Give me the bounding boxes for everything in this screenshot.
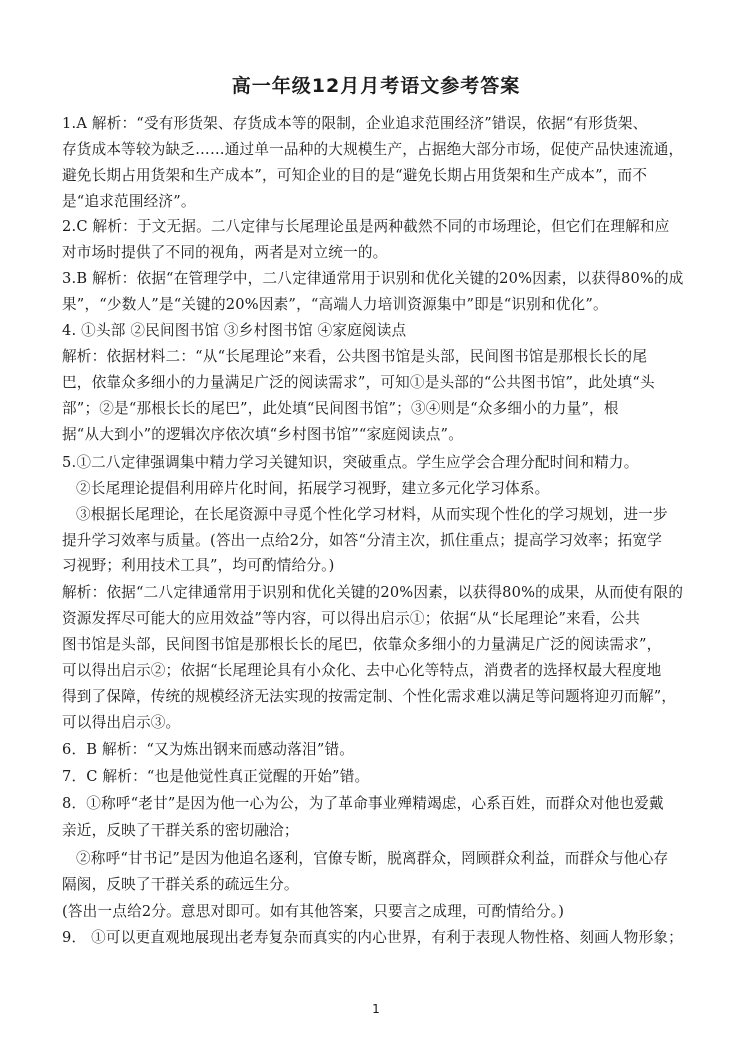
text-line: 亲近，反映了干群关系的密切融洽； [62, 822, 299, 839]
page-number: 1 [372, 1002, 380, 1016]
page-title: 高一年级12月月考语文参考答案 [231, 75, 521, 97]
text-line: 避免长期占用货架和生产成本”，可知企业的目的是“避免长期占用货架和生产成本”，而不 [62, 167, 648, 184]
text-line: 对市场时提供了不同的视角，两者是对立统一的。 [62, 244, 388, 261]
text-line: 图书馆是头部，民间图书馆是那根长长的尾巴，依靠众多细小的力量满足广泛的阅读需求”， [62, 636, 662, 653]
text-line: 3.B 解析：依据“在管理学中，二八定律通常用于识别和优化关键的20%因素，以获得80%的成 [62, 270, 684, 287]
text-line: 解析：依据材料二：“从“长尾理论”来看，公共图书馆是头部，民间图书馆是那根长长的尾 [62, 348, 648, 365]
text-line: 巴，依靠众多细小的力量满足广泛的阅读需求”，可知①是头部的“公共图书馆”，此处填“头 [62, 374, 655, 391]
text-line: 部”；②是“那根长长的尾巴”，此处填“民间图书馆”；③④则是“众多细小的力量”，根 [62, 400, 619, 417]
text-line: 解析：依据“二八定律通常用于识别和优化关键的20%因素，以获得80%的成果，从而使有限的 [62, 584, 684, 601]
text-line: ③根据长尾理论，在长尾资源中寻觅个性化学习材料，从而实现个性化的学习规划，进一步 [76, 506, 668, 523]
text-line: ②长尾理论提倡利用碎片化时间，拓展学习视野，建立多元化学习体系。 [76, 480, 550, 497]
text-line: 2.C 解析：于文无据。二八定律与长尾理论虽是两种截然不同的市场理论，但它们在理解和应 [62, 218, 670, 235]
text-line: 存货成本等较为缺乏……通过单一品种的大规模生产，占据绝大部分市场，促使产品快速流通， [62, 141, 684, 158]
text-line: 9． ①可以更直观地展现出老寿复杂而真实的内心世界，有利于表现人物性格、刻画人物形象； [62, 929, 683, 946]
text-line: 资源发挥尽可能大的应用效益”等内容，可以得出启示①；依据“从“长尾理论”来看，公共 [62, 610, 641, 627]
text-line: 8．①称呼“老甘”是因为他一心为公，为了革命事业殚精竭虑，心系百姓，而群众对他也爱戴 [62, 795, 664, 812]
text-line: 可以得出启示③。 [62, 714, 181, 731]
text-line: 果”，“少数人”是“关键的20%因素”，“高端人力培训资源集中”即是“识别和优化”。 [62, 296, 608, 313]
text-line: (答出一点给2分。意思对即可。如有其他答案，只要言之成理，可酌情给分。) [62, 903, 565, 920]
text-line: 1.A 解析：“受有形货架、存货成本等的限制，企业追求范围经济”错误，依据“有形货架、 [62, 115, 648, 132]
text-line: 7．C 解析：“也是他觉性真正觉醒的开始”错。 [62, 768, 370, 785]
text-line: 是“追求范围经济”。 [62, 193, 196, 210]
text-line: 可以得出启示②；依据“长尾理论具有小众化、去中心化等特点，消费者的选择权最大程度地 [62, 662, 662, 679]
text-line: 6．B 解析：“又为炼出钢来而感动落泪”错。 [62, 741, 355, 758]
text-line: 隔阂，反映了干群关系的疏远生分。 [62, 876, 299, 893]
text-line: 4. ①头部 ②民间图书馆 ③乡村图书馆 ④家庭阅读点 [62, 322, 407, 339]
text-line: ②称呼“甘书记”是因为他追名逐利，官僚专断，脱离群众，罔顾群众利益，而群众与他心存 [76, 850, 669, 867]
text-line: 习视野；利用技术工具”，均可酌情给分。) [62, 557, 335, 574]
text-line: 5.①二八定律强调集中精力学习关键知识，突破重点。学生应学会合理分配时间和精力。 [62, 454, 639, 471]
text-line: 提升学习效率与质量。(答出一点给2分，如答“分清主次，抓住重点；提高学习效率；拓宽学 [62, 532, 662, 549]
text-line: 得到了保障，传统的规模经济无法实现的按需定制、个性化需求难以满足等问题将迎刃而解”， [62, 688, 677, 705]
text-line: 据“从大到小”的逻辑次序依次填“乡村图书馆”“家庭阅读点”。 [62, 426, 464, 443]
